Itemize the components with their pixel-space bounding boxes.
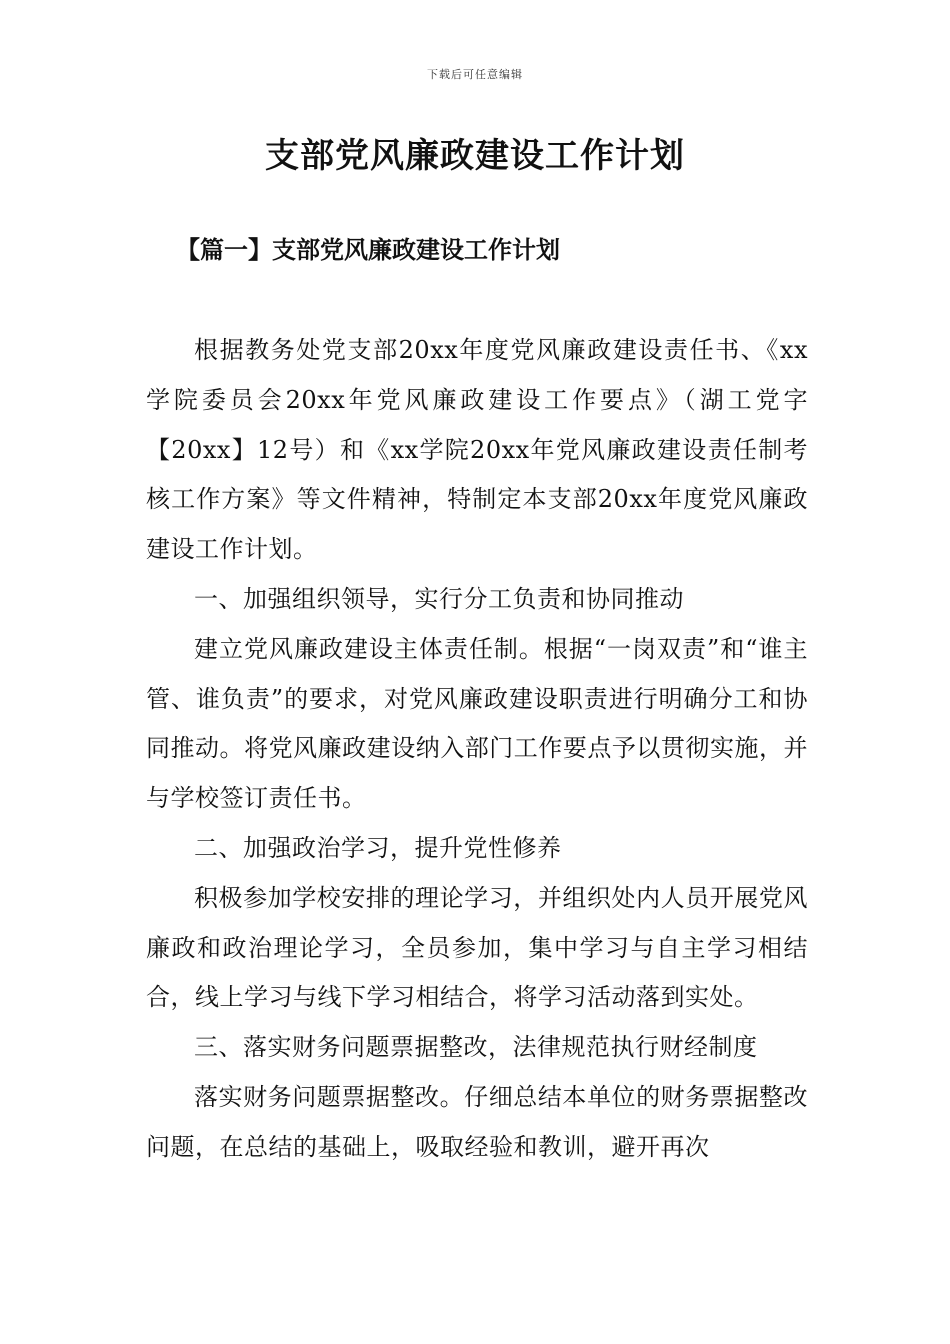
- paragraph-three: 落实财务问题票据整改。仔细总结本单位的财务票据整改问题，在总结的基础上，吸取经验和教训，避开再次: [146, 1082, 808, 1161]
- paragraph-intro: 根据教务处党支部20xx年度党风廉政建设责任书、《xx学院委员会20xx年党风廉政建设工作要点》（湖工党字【20xx】12号）和《xx学院20xx年党风廉政建设责任制考核工作方案》等文件精神，特制定本支部20xx年度党风廉政建设工作计划。: [146, 336, 808, 564]
- heading-one: 一、加强组织领导，实行分工负责和协同推动: [194, 584, 684, 613]
- paragraph-two: 积极参加学校安排的理论学习，并组织处内人员开展党风廉政和政治理论学习，全员参加，集中学习与自主学习相结合，线上学习与线下学习相结合，将学习活动落到实处。: [146, 883, 808, 1012]
- section-title: 【篇一】支部党风廉政建设工作计划: [176, 235, 560, 264]
- heading-three: 三、落实财务问题票据整改，法律规范执行财经制度: [194, 1033, 758, 1062]
- header-note: 下载后可任意编辑: [427, 68, 523, 81]
- paragraph-one: 建立党风廉政建设主体责任制。根据“一岗双责”和“谁主管、谁负责”的要求，对党风廉政建设职责进行明确分工和协同推动。将党风廉政建设纳入部门工作要点予以贯彻实施，并与学校签订责任书。: [146, 634, 808, 813]
- heading-two: 二、加强政治学习，提升党性修养: [194, 833, 562, 862]
- document-title: 支部党风廉政建设工作计划: [265, 136, 685, 176]
- document-body: [146, 326, 808, 1173]
